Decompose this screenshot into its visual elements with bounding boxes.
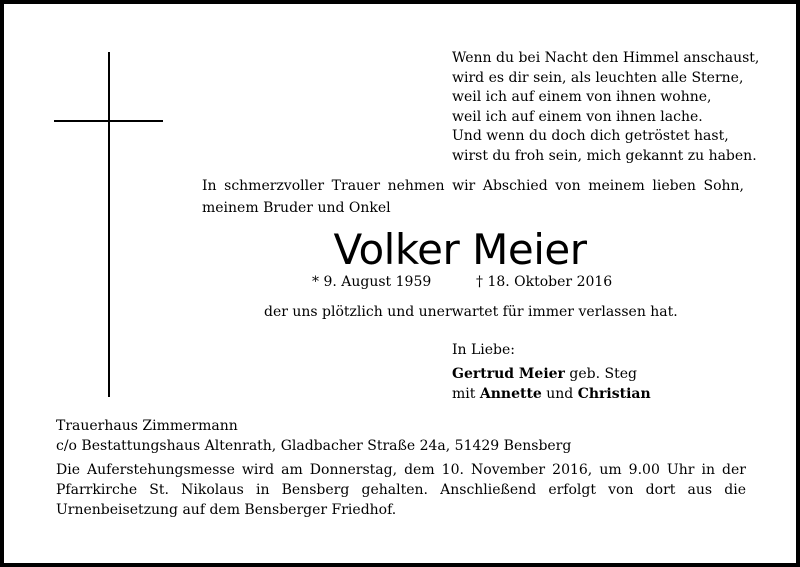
poem — [452, 49, 759, 167]
footer — [56, 416, 746, 520]
intro-line-2: meinem Bruder und Onkel — [202, 200, 391, 216]
death-date: † 18. Oktober 2016 — [476, 274, 613, 290]
deceased-name: Volker Meier — [333, 225, 587, 274]
poem-line: wird es dir sein, als leuchten alle Sterne, — [452, 69, 744, 86]
passed-text: der uns plötzlich und unerwartet für immer verlassen hat. — [264, 304, 678, 320]
intro-text — [202, 175, 744, 219]
birth-date: * 9. August 1959 — [312, 274, 432, 290]
signature-family — [452, 364, 651, 404]
mother-suffix: geb. Steg — [564, 366, 637, 382]
poem-line: weil ich auf einem von ihnen wohne, — [452, 89, 712, 106]
poem-line: Wenn du bei Nacht den Himmel anschaust, — [452, 50, 760, 66]
poem-line: Und wenn du doch dich getröstet hast, — [452, 128, 729, 145]
sibling-2: Christian — [577, 386, 651, 402]
and-text: und — [541, 386, 578, 402]
signature-line-2 — [452, 384, 651, 404]
poem-line: wirst du froh sein, mich gekannt zu haben. — [452, 147, 757, 164]
cross-horizontal-bar — [54, 120, 163, 122]
signature-greeting: In Liebe: — [452, 342, 516, 358]
service-info: Die Auferstehungsmesse wird am Donnerstag, dem 10. November 2016, um 9.00 Uhr in der Pfarrkirche St. Nikolaus in Bensberg gehalten. Anschließend erfolgt von dort aus die Urnenbeisetzung auf dem Bensberger Friedhof. — [56, 462, 746, 518]
poem-line: weil ich auf einem von ihnen lache. — [452, 108, 703, 125]
mother-name: Gertrud Meier — [452, 366, 565, 382]
with-text: mit — [452, 386, 480, 402]
intro-line-1: In schmerzvoller Trauer nehmen wir Abschied von meinem lieben Sohn, — [202, 178, 744, 194]
funeral-house: Trauerhaus Zimmermann — [56, 418, 238, 434]
funeral-address: c/o Bestattungshaus Altenrath, Gladbacher Straße 24a, 51429 Bensberg — [56, 438, 572, 454]
sibling-1: Annette — [479, 386, 542, 402]
signature-line-1 — [452, 364, 651, 384]
